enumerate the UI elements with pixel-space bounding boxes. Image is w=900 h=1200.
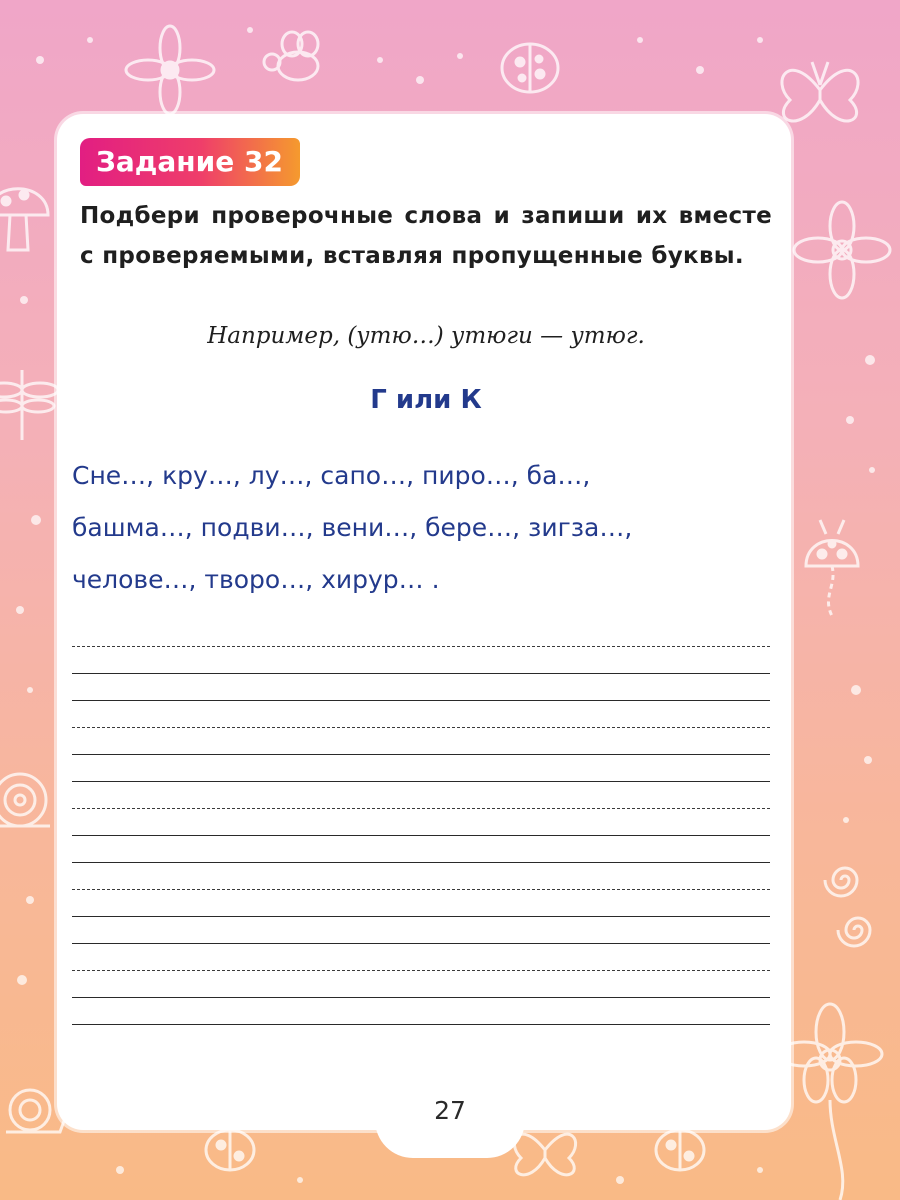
task-instruction: Подбери проверочные слова и запиши их вместе с проверяемыми, вставляя пропущенные буквы. [80,203,772,269]
flower-icon [778,1004,882,1200]
dragonfly-icon [0,370,58,440]
solid-writing-line [72,781,770,808]
word-line: Сне…, кру…, лу…, сапо…, пиро…, ба…, [72,461,591,490]
solid-writing-line [72,997,770,1024]
ladybug-icon [656,1130,704,1170]
ladybug-icon [502,44,558,92]
letter-choice-heading: Г или К [370,385,482,415]
word-list [72,450,782,606]
writing-lines-area [72,646,770,1051]
flower-icon [794,202,890,298]
ladybug-icon [806,520,858,616]
solid-writing-line [72,835,770,862]
mushroom-icon [0,189,48,250]
dotted-guide-line [72,727,770,754]
butterfly-icon [514,1134,575,1175]
dotted-guide-line [72,970,770,997]
solid-writing-line [72,754,770,781]
butterfly-icon [782,62,858,121]
word-line: башма…, подви…, вени…, бере…, зигза…, [72,513,633,542]
solid-writing-line [72,862,770,889]
dotted-guide-line [72,646,770,673]
solid-writing-line [72,700,770,727]
solid-writing-line [72,916,770,943]
bee-icon [264,32,318,80]
snail-icon [0,774,50,826]
page-number: 27 [434,1096,466,1125]
dotted-guide-line [72,889,770,916]
flower-icon [126,26,214,114]
task-badge: Задание 32 [80,138,300,186]
example-line: Например, (утю…) утюги — утюг. [207,323,645,349]
solid-writing-line [72,943,770,970]
ladybug-icon [206,1130,254,1170]
solid-writing-line [72,1024,770,1051]
word-line: челове…, творо…, хирур… . [72,565,440,594]
spiral-icon [825,868,857,896]
spiral-icon [838,918,870,946]
solid-writing-line [72,673,770,700]
dotted-guide-line [72,808,770,835]
